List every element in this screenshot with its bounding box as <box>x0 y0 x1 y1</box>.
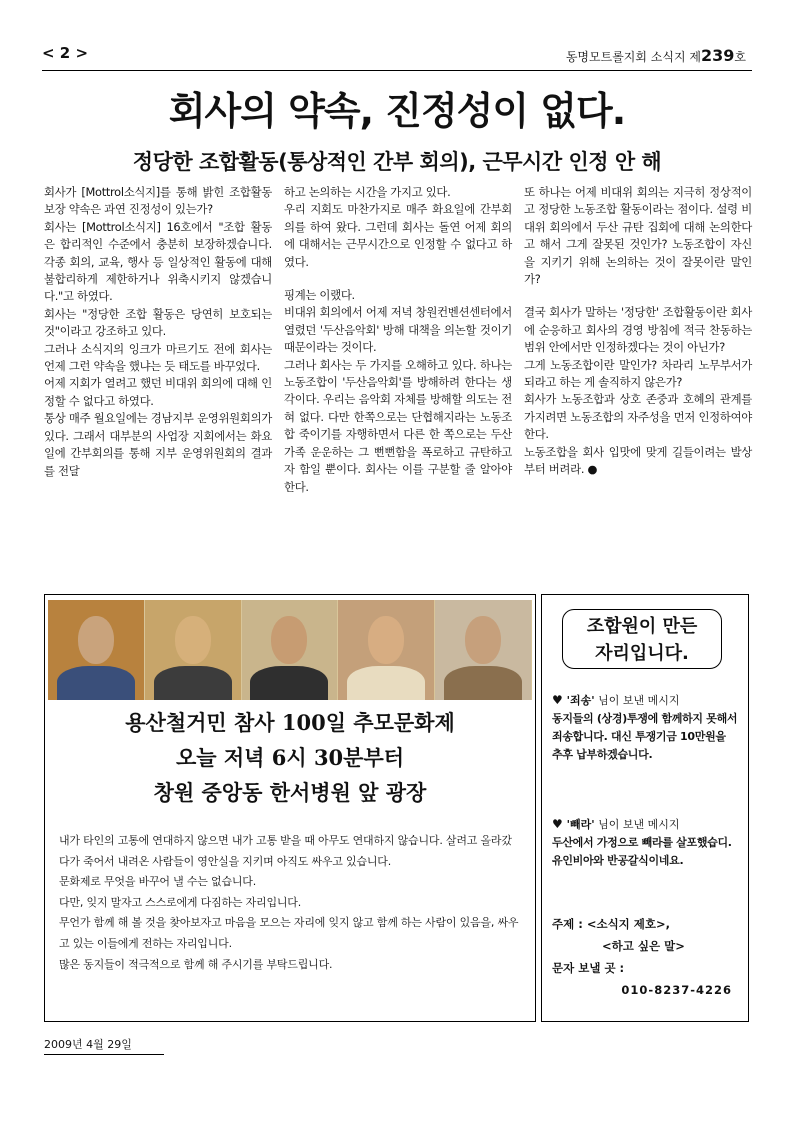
paragraph: 그러나 소식지의 잉크가 마르기도 전에 회사는 언제 그런 약속을 했냐는 듯 태도를 바꾸었다. <box>44 341 272 374</box>
memorial-line-1: 용산철거민 참사 100일 추모문화제 <box>125 710 455 735</box>
memorial-text <box>59 831 521 975</box>
portrait-body <box>57 666 135 700</box>
paragraph: 결국 회사가 말하는 '정당한' 조합활동이란 회사에 순응하고 회사의 경영 방침에 적극 찬동하는 범위 안에서만 인정하겠다는 것이 아닌가? <box>524 305 752 355</box>
message-intro: 님이 보낸 메시지 <box>594 694 680 707</box>
contact-topic: 주제 : <소식지 제호>, <box>552 917 671 931</box>
memorial-paragraph: 내가 타인의 고통에 연대하지 않으면 내가 고통 받을 때 아무도 연대하지 않습니다. 살려고 올라갔다가 죽어서 내려온 사람들이 영안실을 지키며 아직도 싸우고 있습니다. <box>59 834 512 868</box>
publish-date: 2009년 4월 29일 <box>44 1038 132 1051</box>
column-2 <box>284 184 512 582</box>
portrait-illustration <box>48 600 145 700</box>
paragraph: 하고 논의하는 시간을 가지고 있다. <box>284 185 451 199</box>
portrait-illustration <box>435 600 532 700</box>
paragraph: 회사는 [Mottrol소식지] 16호에서 "조합 활동은 합리적인 수준에서 충분히 보장하겠습니다. 각종 회의, 교육, 행사 등 일상적인 활동에 대해 불합리하게 제한하거나 위축시키지 않겠습니다."고 하였다. <box>44 219 272 304</box>
portrait-body <box>444 666 522 700</box>
memorial-paragraph: 다만, 잊지 말자고 스스로에게 다짐하는 자리입니다. <box>59 895 302 909</box>
member-messages-box <box>541 594 749 1022</box>
message-text: 두산에서 가정으로 빼라를 살포했습디. 유인비아와 반공갈식이네요. <box>552 836 732 867</box>
message-1 <box>552 691 738 764</box>
paragraph: 노동조합을 회사 입맛에 맞게 길들이려는 발상부터 버려라. ● <box>524 444 752 477</box>
paragraph: 회사는 "정당한 조합 활동은 당연히 보호되는 것"이라고 강조하고 있다. <box>44 306 272 339</box>
portrait-illustration <box>242 600 339 700</box>
paragraph: 비대위 회의에서 어제 저녁 창원컨벤션센터에서 열렸던 '두산음악회' 방해 대책을 의논할 것이기 때문이라는 것이다. <box>284 305 512 355</box>
portrait-body <box>250 666 328 700</box>
article-title: 회사의 약속, 진정성이 없다. <box>168 89 626 133</box>
bottom-boxes <box>44 594 750 1024</box>
portrait-face <box>78 616 114 664</box>
memorial-announcement <box>45 705 535 810</box>
paragraph: 통상 매주 월요일에는 경남지부 운영위원회의가 있다. 그래서 대부분의 사업장 지회에서는 화요일에 간부회의를 통해 지부 운영위원회의 결과를 전달 <box>44 411 272 478</box>
paragraph: 그게 노동조합이란 말인가? 차라리 노무부서가 되라고 하는 게 솔직하지 않은가? <box>524 357 752 390</box>
member-badge <box>562 609 722 669</box>
footer-rule <box>44 1054 164 1055</box>
memorial-line-2: 오늘 저녁 6시 30분부터 <box>175 745 405 770</box>
message-sender: '죄송' <box>566 694 595 707</box>
portrait-face <box>175 616 211 664</box>
article-subtitle: 정당한 조합활동(통상적인 간부 회의), 근무시간 인정 안 해 <box>132 150 662 174</box>
badge-line-1: 조합원이 만든 <box>586 616 698 637</box>
paragraph: 회사가 [Mottrol소식지]를 통해 밝힌 조합활동 보장 약속은 과연 진정성이 있는가? <box>44 185 272 217</box>
portrait-body <box>347 666 425 700</box>
memorial-paragraph: 문화제로 무엇을 바꾸어 낼 수는 없습니다. <box>59 875 257 889</box>
portrait-body <box>154 666 232 700</box>
paragraph: 우리 지회도 마찬가지로 매주 화요일에 간부회의를 하여 왔다. 그런데 회사는 돌연 어제 회의에 대해서는 근무시간으로 인정할 수 없다고 하였다. <box>284 202 512 269</box>
message-sender: '빼라' <box>566 818 595 831</box>
badge-line-2: 자리입니다. <box>595 643 689 664</box>
portrait-illustration <box>338 600 435 700</box>
portrait-face <box>465 616 501 664</box>
paragraph-gap <box>524 288 752 304</box>
portrait-strip <box>48 600 532 700</box>
paragraph: 또 하나는 어제 비대위 회의는 지극히 정상적이고 정당한 노동조합 활동이라는 점이다. 설령 비대위 회의에서 두산 규탄 집회에 대해 논의한다고 해서 그게 잘못된 것인가? 노동조합이 자신을 지키기 위해 논의하는 것이 잘못이란 말인가? <box>524 185 752 287</box>
memorial-paragraph: 무언가 함께 해 볼 것을 찾아보자고 마음을 모으는 자리에 잊지 않고 함께 하는 사람이 있음을, 싸우고 있는 이들에게 전하는 자리입니다. <box>59 916 519 950</box>
message-text: 동지들의 (상경)투쟁에 함께하지 못해서 죄송합니다. 대신 투쟁기금 10만원을 추후 납부하겠습니다. <box>552 712 738 761</box>
issue-info <box>566 46 746 65</box>
paragraph: 핑계는 이랬다. <box>284 288 355 303</box>
issue-number: 239 <box>701 46 735 65</box>
paragraph: 그러나 회사는 두 가지를 오해하고 있다. 하나는 노동조합이 '두산음악회'를 방해하려 한다는 생각이다. 우리는 음악회 자체를 방해할 의도는 전혀 없다. 다만 한쪽으로는 단협해지라는 노동조합 죽이기를 자행하면서 다른 한 쪽으로는 두산 가족 운운하는 그 뻔뻔함을 폭로하고 규탄하고자 함일 뿐이다. 회사는 이를 구분할 줄 알아야 한다. <box>284 357 512 494</box>
article-columns <box>44 184 752 582</box>
portrait-face <box>368 616 404 664</box>
portrait-face <box>271 616 307 664</box>
memorial-box <box>44 594 536 1022</box>
contact-info <box>552 913 738 1001</box>
header-rule <box>42 70 752 71</box>
message-intro: 님이 보낸 메시지 <box>594 818 680 831</box>
paragraph: 어제 지회가 열려고 했던 비대위 회의에 대해 인정할 수 없다고 하였다. <box>44 376 272 408</box>
issue-suffix: 호 <box>734 50 746 64</box>
page-number: < 2 > <box>42 44 89 62</box>
column-3 <box>524 184 752 582</box>
contact-topic-2: <하고 싶은 말> <box>602 939 685 953</box>
paragraph: 회사가 노동조합과 상호 존중과 호혜의 관계를 가지려면 노동조합의 자주성을 먼저 인정하여야 한다. <box>524 392 752 442</box>
portrait-illustration <box>145 600 242 700</box>
contact-phone: 010-8237-4226 <box>621 983 732 997</box>
heart-icon: ♥ <box>552 817 567 831</box>
column-1 <box>44 184 272 582</box>
message-2 <box>552 815 738 870</box>
memorial-paragraph: 많은 동지들이 적극적으로 함께 해 주시기를 부탁드립니다. <box>59 957 333 971</box>
memorial-line-3: 창원 중앙동 한서병원 앞 광장 <box>153 780 427 805</box>
issue-prefix: 동명모트롤지회 소식지 제 <box>565 50 701 64</box>
heart-icon: ♥ <box>552 693 567 707</box>
paragraph-gap <box>284 271 512 287</box>
contact-sms-label: 문자 보낼 곳 : <box>552 961 625 975</box>
